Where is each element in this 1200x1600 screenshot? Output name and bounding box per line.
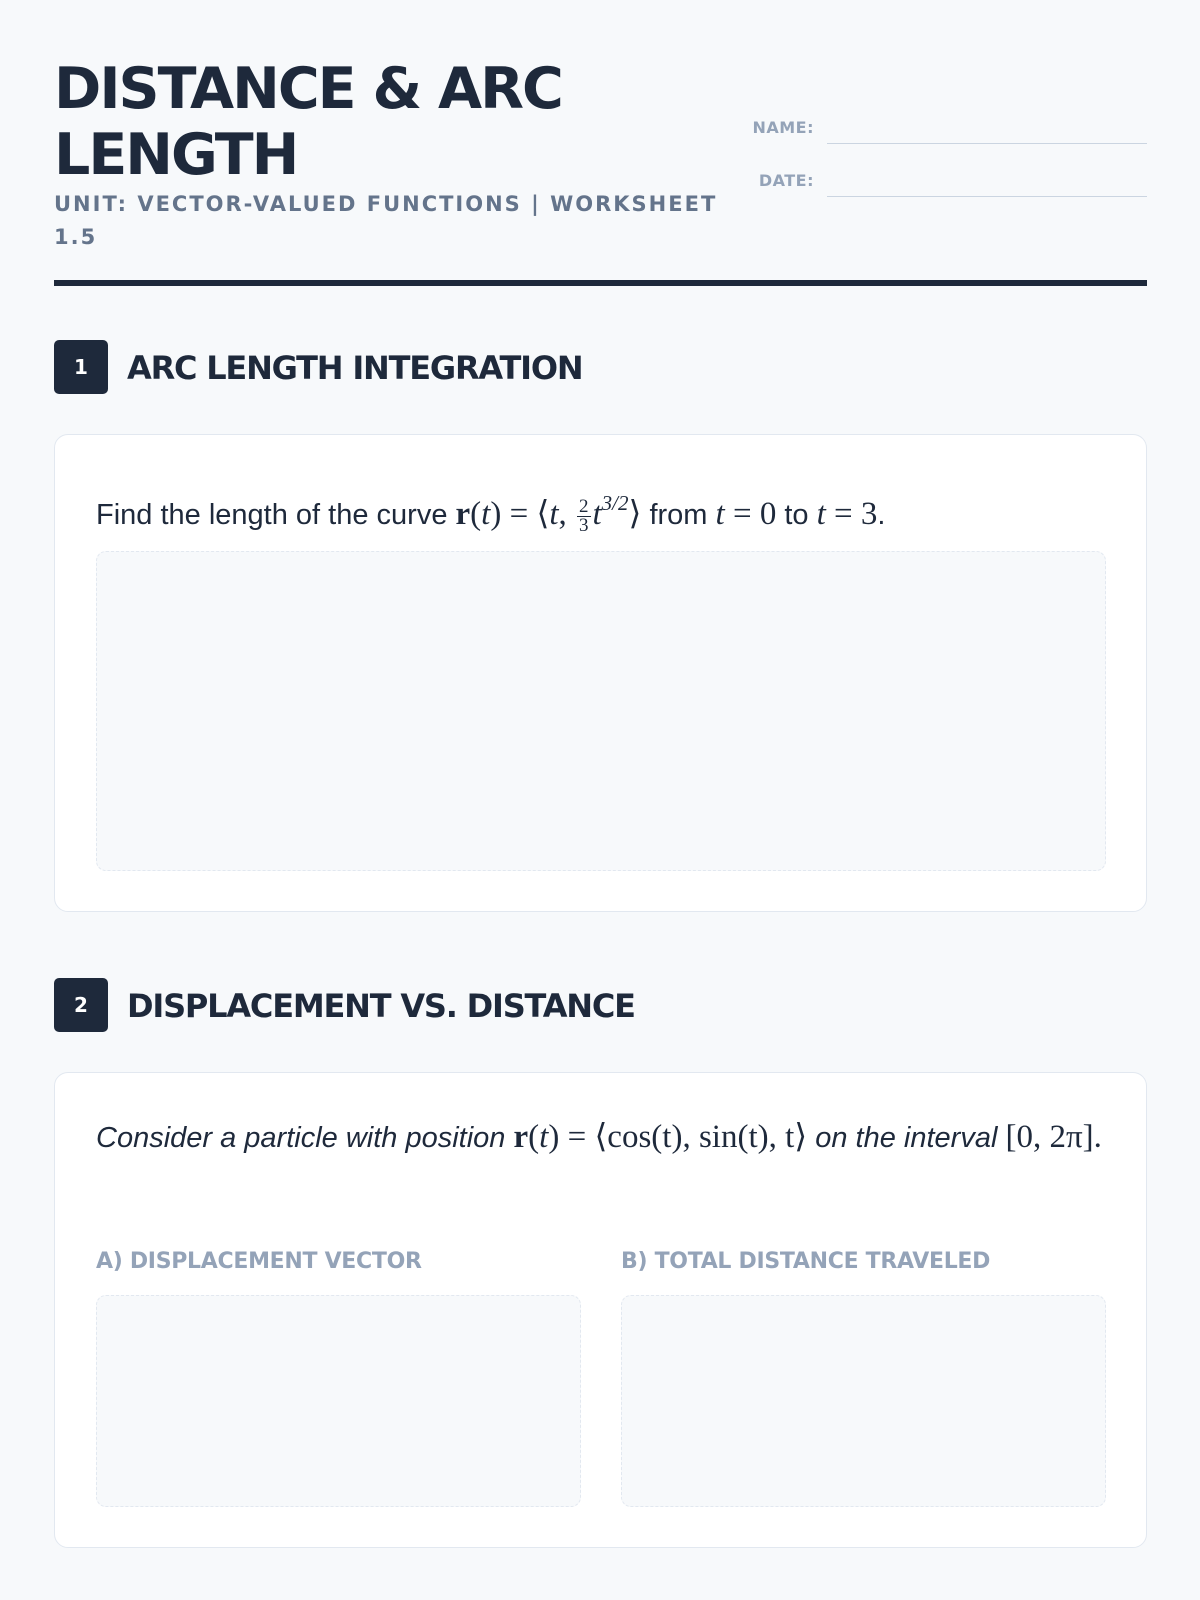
- name-field-row: [734, 114, 1147, 144]
- section-2-header: [54, 978, 1147, 1032]
- math-t-3: t: [592, 496, 602, 532]
- math-end-value: 3: [860, 496, 878, 532]
- problem-1-end: t = 3: [816, 496, 878, 532]
- math-t-6: t: [539, 1119, 549, 1155]
- problem-1-start: t = 0: [715, 496, 777, 532]
- math-r: r: [455, 496, 471, 532]
- problem-1-text-a: Find the length of the curve: [96, 499, 448, 531]
- section-1-card: [54, 434, 1147, 912]
- section-1-header: [54, 340, 1147, 394]
- problem-1-text-c: to: [784, 499, 809, 531]
- part-a-answer-box[interactable]: [96, 1295, 581, 1507]
- worksheet-title: [54, 56, 734, 188]
- math-start-value: 0: [759, 496, 777, 532]
- date-field[interactable]: [827, 196, 1147, 197]
- section-2-card: [54, 1072, 1147, 1548]
- name-field[interactable]: [827, 143, 1147, 144]
- title-line-1: DISTANCE & ARC: [54, 56, 562, 122]
- math-t-4: t: [715, 496, 725, 532]
- part-b-answer-box[interactable]: [621, 1295, 1106, 1507]
- section-1-answer-box[interactable]: [96, 551, 1106, 871]
- problem-2-interval: [0, 2π].: [1005, 1119, 1102, 1155]
- worksheet-subtitle: [54, 188, 734, 254]
- math-r-2: r: [513, 1119, 529, 1155]
- math-position-vector: ⟨cos(t), sin(t), t⟩: [594, 1119, 808, 1155]
- fraction-numerator: 2: [579, 495, 589, 517]
- math-t-2: t: [549, 496, 559, 532]
- part-b-label: B) TOTAL DISTANCE TRAVELED: [621, 1249, 991, 1274]
- math-exponent: 3/2: [601, 491, 629, 515]
- section-2-title: DISPLACEMENT VS. DISTANCE: [127, 987, 635, 1025]
- subtitle-line-2: 1.5: [54, 225, 98, 249]
- name-label: NAME:: [752, 118, 814, 137]
- section-1-problem: Find the length of the curve r(t) = ⟨t, $\frac{2}{3}$ $t^{3/2}⟩$ from t = 0 to t = 3.: [96, 491, 886, 536]
- part-a-label: A) DISPLACEMENT VECTOR: [96, 1249, 422, 1274]
- section-2-number-badge: 2: [54, 978, 108, 1032]
- problem-2-position-formula: r(t) = ⟨cos(t), sin(t), t⟩: [513, 1119, 808, 1155]
- problem-2-text-a: Consider a particle with position: [96, 1122, 506, 1154]
- subtitle-line-1: UNIT: VECTOR-VALUED FUNCTIONS | WORKSHEET: [54, 192, 718, 216]
- date-label: DATE:: [758, 171, 814, 190]
- math-fraction: [577, 495, 591, 536]
- math-t: t: [481, 496, 491, 532]
- problem-1-curve-formula: r(t) = ⟨t, $\frac{2}{3}$ $t^{3/2}⟩$: [455, 491, 642, 536]
- problem-1-text-b: from: [649, 499, 708, 531]
- worksheet-page: [54, 0, 1147, 1600]
- math-t-5: t: [816, 496, 826, 532]
- section-1-title: ARC LENGTH INTEGRATION: [127, 349, 583, 387]
- fraction-denominator: 3: [579, 514, 589, 536]
- problem-2-text-b: on the interval: [815, 1122, 998, 1154]
- section-1-number-badge: 1: [54, 340, 108, 394]
- date-field-row: [734, 167, 1147, 197]
- section-2-problem: [96, 1113, 1106, 1162]
- header-divider: [54, 280, 1147, 286]
- title-line-2: LENGTH: [54, 122, 298, 188]
